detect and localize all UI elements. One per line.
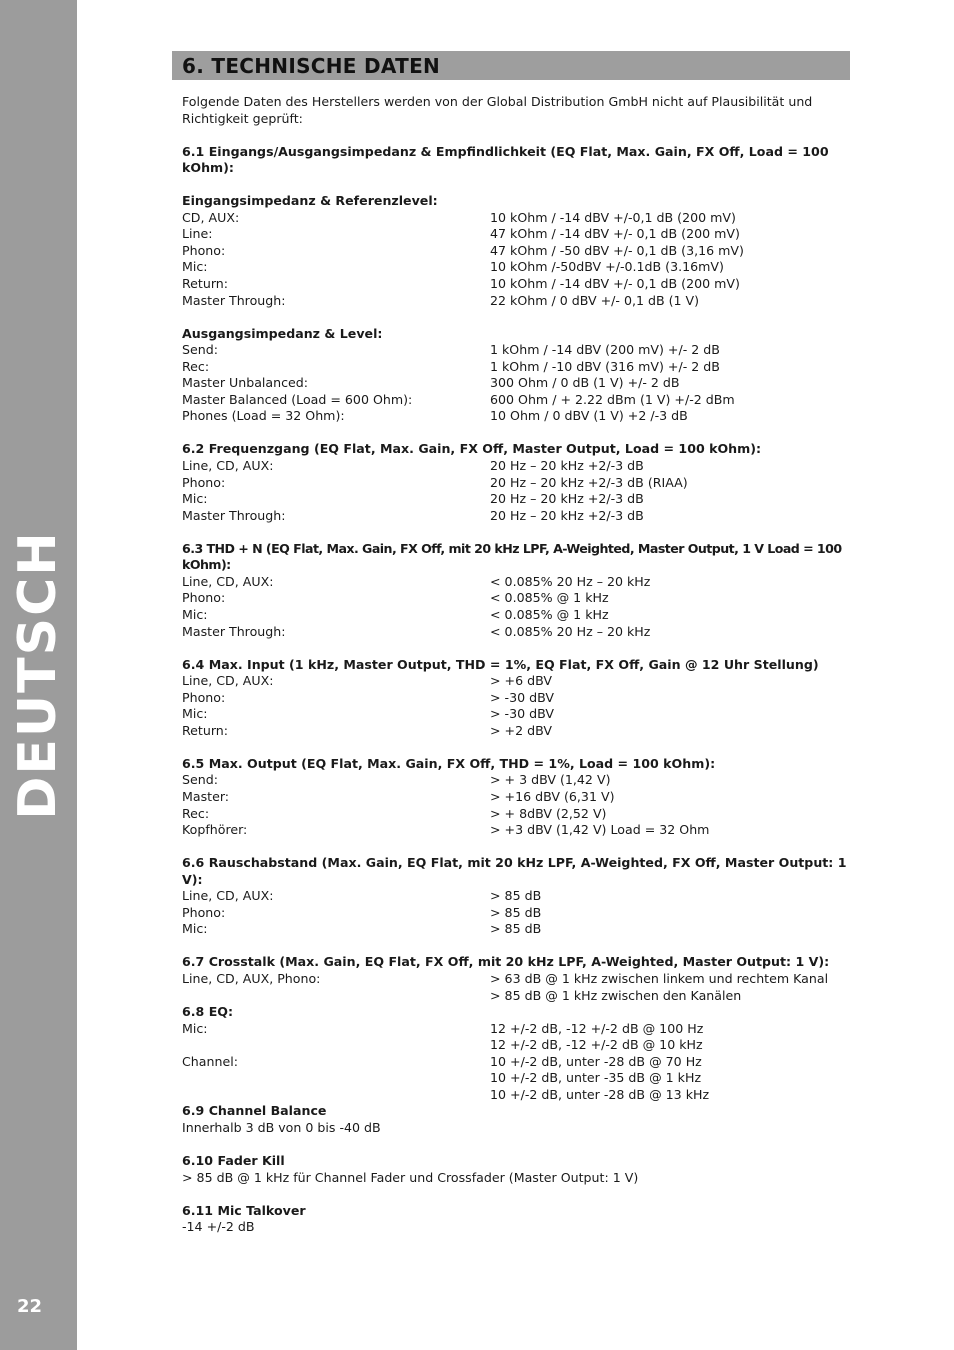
intro-text: Folgende Daten des Herstellers werden von der Global Distribution GmbH nicht auf Plausibilität und Richtigkeit geprüft: [182, 94, 813, 126]
spec-row [182, 673, 850, 690]
spec-label: Mic: [182, 921, 208, 937]
spec-label: Send: [182, 342, 218, 358]
subheading-input-impedance: Eingangsimpedanz & Referenzlevel: [182, 193, 438, 209]
fader-kill-text: > 85 dB @ 1 kHz für Channel Fader und Crossfader (Master Output: 1 V) [182, 1169, 639, 1185]
spec-list [182, 888, 850, 938]
spec-label [182, 1070, 490, 1087]
spec-label: Line, CD, AUX: [182, 458, 274, 474]
spec-list [182, 772, 850, 838]
spec-value: 600 Ohm / + 2.22 dBm (1 V) +/-2 dBm [490, 391, 735, 407]
spec-label: Channel: [182, 1053, 238, 1069]
spec-value: > 63 dB @ 1 kHz zwischen linkem und rechtem Kanal [490, 970, 829, 986]
spec-row [182, 888, 850, 905]
spec-value: 12 +/-2 dB, -12 +/-2 dB @ 10 kHz [490, 1037, 703, 1053]
spec-row [182, 392, 850, 409]
spec-value: 47 kOhm / -50 dBV +/- 0,1 dB (3,16 mV) [490, 242, 744, 258]
spec-row [182, 574, 850, 591]
spec-value: 10 +/-2 dB, unter -28 dB @ 70 Hz [490, 1053, 702, 1069]
spec-row [182, 806, 850, 823]
spec-value: < 0.085% @ 1 kHz [490, 590, 609, 606]
spec-row [182, 458, 850, 475]
spec-row [182, 772, 850, 789]
spec-label: Line, CD, AUX: [182, 573, 274, 589]
spec-row [182, 988, 850, 1005]
spec-row [182, 905, 850, 922]
heading-6-8: 6.8 EQ: [182, 1004, 234, 1020]
spec-label: Master Unbalanced: [182, 375, 309, 391]
spec-value: 1 kOhm / -10 dBV (316 mV) +/- 2 dB [490, 358, 720, 374]
section-title: 6. TECHNISCHE DATEN [182, 54, 441, 78]
spec-value: > 85 dB [490, 921, 542, 937]
spec-row [182, 607, 850, 624]
spec-list [182, 574, 850, 640]
spec-row [182, 342, 850, 359]
spec-value: < 0.085% @ 1 kHz [490, 606, 609, 622]
heading-6-7: 6.7 Crosstalk (Max. Gain, EQ Flat, FX Off, mit 20 kHz LPF, A-Weighted, Master Output: 1 V): [182, 954, 830, 970]
spec-row [182, 491, 850, 508]
spec-value: 47 kOhm / -14 dBV +/- 0,1 dB (200 mV) [490, 226, 740, 242]
spec-row [182, 508, 850, 525]
spec-row [182, 276, 850, 293]
spec-value: 300 Ohm / 0 dB (1 V) +/- 2 dB [490, 375, 680, 391]
spec-value: < 0.085% 20 Hz – 20 kHz [490, 623, 651, 639]
spec-label [182, 988, 490, 1005]
spec-label: Line: [182, 226, 213, 242]
spec-label: Phono: [182, 242, 226, 258]
spec-content [182, 94, 850, 1236]
heading-6-9: 6.9 Channel Balance [182, 1103, 327, 1119]
spec-label: Mic: [182, 259, 208, 275]
spec-row [182, 408, 850, 425]
spec-label: Return: [182, 722, 229, 738]
spec-label: Line, CD, AUX: [182, 673, 274, 689]
spec-value: > -30 dBV [490, 706, 554, 722]
spec-value: > +2 dBV [490, 722, 552, 738]
spec-value: 20 Hz – 20 kHz +2/-3 dB [490, 458, 644, 474]
spec-label: Phono: [182, 689, 226, 705]
spec-label: Master: [182, 788, 230, 804]
channel-balance-text: Innerhalb 3 dB von 0 bis -40 dB [182, 1119, 381, 1135]
spec-row [182, 1087, 850, 1104]
spec-label: Master Through: [182, 292, 286, 308]
spec-row [182, 624, 850, 641]
spec-label: Phones (Load = 32 Ohm): [182, 408, 345, 424]
spec-label: Mic: [182, 491, 208, 507]
spec-label: Master Through: [182, 623, 286, 639]
spec-row [182, 375, 850, 392]
spec-value: > +3 dBV (1,42 V) Load = 32 Ohm [490, 822, 710, 838]
spec-row [182, 1037, 850, 1054]
spec-row [182, 822, 850, 839]
spec-list [182, 458, 850, 524]
spec-row [182, 706, 850, 723]
heading-6-1: 6.1 Eingangs/Ausgangsimpedanz & Empfindlichkeit (EQ Flat, Max. Gain, FX Off, Load = 100 kOhm): [182, 143, 829, 176]
spec-label: Phono: [182, 904, 226, 920]
side-bar [0, 0, 77, 1350]
spec-value: 20 Hz – 20 kHz +2/-3 dB (RIAA) [490, 474, 688, 490]
spec-label: Mic: [182, 1020, 208, 1036]
spec-label: Line, CD, AUX, Phono: [182, 970, 321, 986]
spec-value: < 0.085% 20 Hz – 20 kHz [490, 573, 651, 589]
spec-label: CD, AUX: [182, 209, 240, 225]
spec-row [182, 359, 850, 376]
heading-6-3: 6.3 THD + N (EQ Flat, Max. Gain, FX Off, mit 20 kHz LPF, A-Weighted, Master Output, 1 V Load = 100 kOhm): [182, 540, 842, 573]
spec-value: > -30 dBV [490, 689, 554, 705]
spec-label: Phono: [182, 474, 226, 490]
spec-value: > 85 dB [490, 904, 542, 920]
spec-value: 10 +/-2 dB, unter -28 dB @ 13 kHz [490, 1086, 710, 1102]
spec-value: > 85 dB @ 1 kHz zwischen den Kanälen [490, 987, 742, 1003]
section-title-bar [172, 51, 850, 80]
spec-row [182, 210, 850, 227]
spec-row [182, 259, 850, 276]
language-tab-label: DEUTSCH [8, 530, 68, 820]
spec-row [182, 971, 850, 988]
mic-talkover-text: -14 +/-2 dB [182, 1219, 255, 1235]
spec-label: Rec: [182, 358, 210, 374]
spec-label [182, 1037, 490, 1054]
spec-list [182, 673, 850, 739]
spec-list [182, 210, 850, 309]
spec-label [182, 1087, 490, 1104]
subheading-output-impedance: Ausgangsimpedanz & Level: [182, 325, 383, 341]
spec-value: 10 kOhm / -14 dBV +/- 0,1 dB (200 mV) [490, 276, 740, 292]
heading-6-2: 6.2 Frequenzgang (EQ Flat, Max. Gain, FX Off, Master Output, Load = 100 kOhm): [182, 441, 762, 457]
spec-label: Line, CD, AUX: [182, 888, 274, 904]
spec-value: 20 Hz – 20 kHz +2/-3 dB [490, 491, 644, 507]
spec-value: 1 kOhm / -14 dBV (200 mV) +/- 2 dB [490, 342, 720, 358]
spec-value: 10 Ohm / 0 dBV (1 V) +2 /-3 dB [490, 408, 688, 424]
spec-label: Phono: [182, 590, 226, 606]
spec-row [182, 243, 850, 260]
spec-list [182, 1021, 850, 1104]
heading-6-11: 6.11 Mic Talkover [182, 1202, 306, 1218]
spec-value: > +6 dBV [490, 673, 552, 689]
spec-label: Master Balanced (Load = 600 Ohm): [182, 391, 413, 407]
spec-row [182, 1070, 850, 1087]
spec-row [182, 789, 850, 806]
spec-row [182, 475, 850, 492]
spec-value: > + 3 dBV (1,42 V) [490, 772, 611, 788]
spec-list [182, 971, 850, 1004]
spec-label: Mic: [182, 606, 208, 622]
spec-label: Mic: [182, 706, 208, 722]
spec-value: 10 +/-2 dB, unter -35 dB @ 1 kHz [490, 1070, 702, 1086]
spec-label: Rec: [182, 805, 210, 821]
spec-value: 22 kOhm / 0 dBV +/- 0,1 dB (1 V) [490, 292, 700, 308]
page-number: 22 [17, 1296, 43, 1317]
spec-label: Send: [182, 772, 218, 788]
spec-row [182, 690, 850, 707]
spec-label: Master Through: [182, 507, 286, 523]
spec-label: Return: [182, 276, 229, 292]
spec-row [182, 590, 850, 607]
spec-value: > + 8dBV (2,52 V) [490, 805, 607, 821]
spec-value: 12 +/-2 dB, -12 +/-2 dB @ 100 Hz [490, 1020, 704, 1036]
spec-value: 20 Hz – 20 kHz +2/-3 dB [490, 507, 644, 523]
heading-6-5: 6.5 Max. Output (EQ Flat, Max. Gain, FX Off, THD = 1%, Load = 100 kOhm): [182, 755, 716, 771]
spec-value: 10 kOhm /-50dBV +/-0.1dB (3.16mV) [490, 259, 724, 275]
heading-6-4: 6.4 Max. Input (1 kHz, Master Output, THD = 1%, EQ Flat, FX Off, Gain @ 12 Uhr Stellung) [182, 656, 819, 672]
spec-value: > 85 dB [490, 888, 542, 904]
spec-value: 10 kOhm / -14 dBV +/-0,1 dB (200 mV) [490, 209, 736, 225]
spec-row [182, 1054, 850, 1071]
spec-row [182, 226, 850, 243]
spec-row [182, 723, 850, 740]
spec-label: Kopfhörer: [182, 822, 248, 838]
spec-list [182, 342, 850, 425]
heading-6-10: 6.10 Fader Kill [182, 1153, 285, 1168]
spec-row [182, 921, 850, 938]
spec-row [182, 293, 850, 310]
spec-value: > +16 dBV (6,31 V) [490, 788, 615, 804]
heading-6-6: 6.6 Rauschabstand (Max. Gain, EQ Flat, mit 20 kHz LPF, A-Weighted, FX Off, Master Output: 1 V): [182, 855, 847, 887]
spec-row [182, 1021, 850, 1038]
